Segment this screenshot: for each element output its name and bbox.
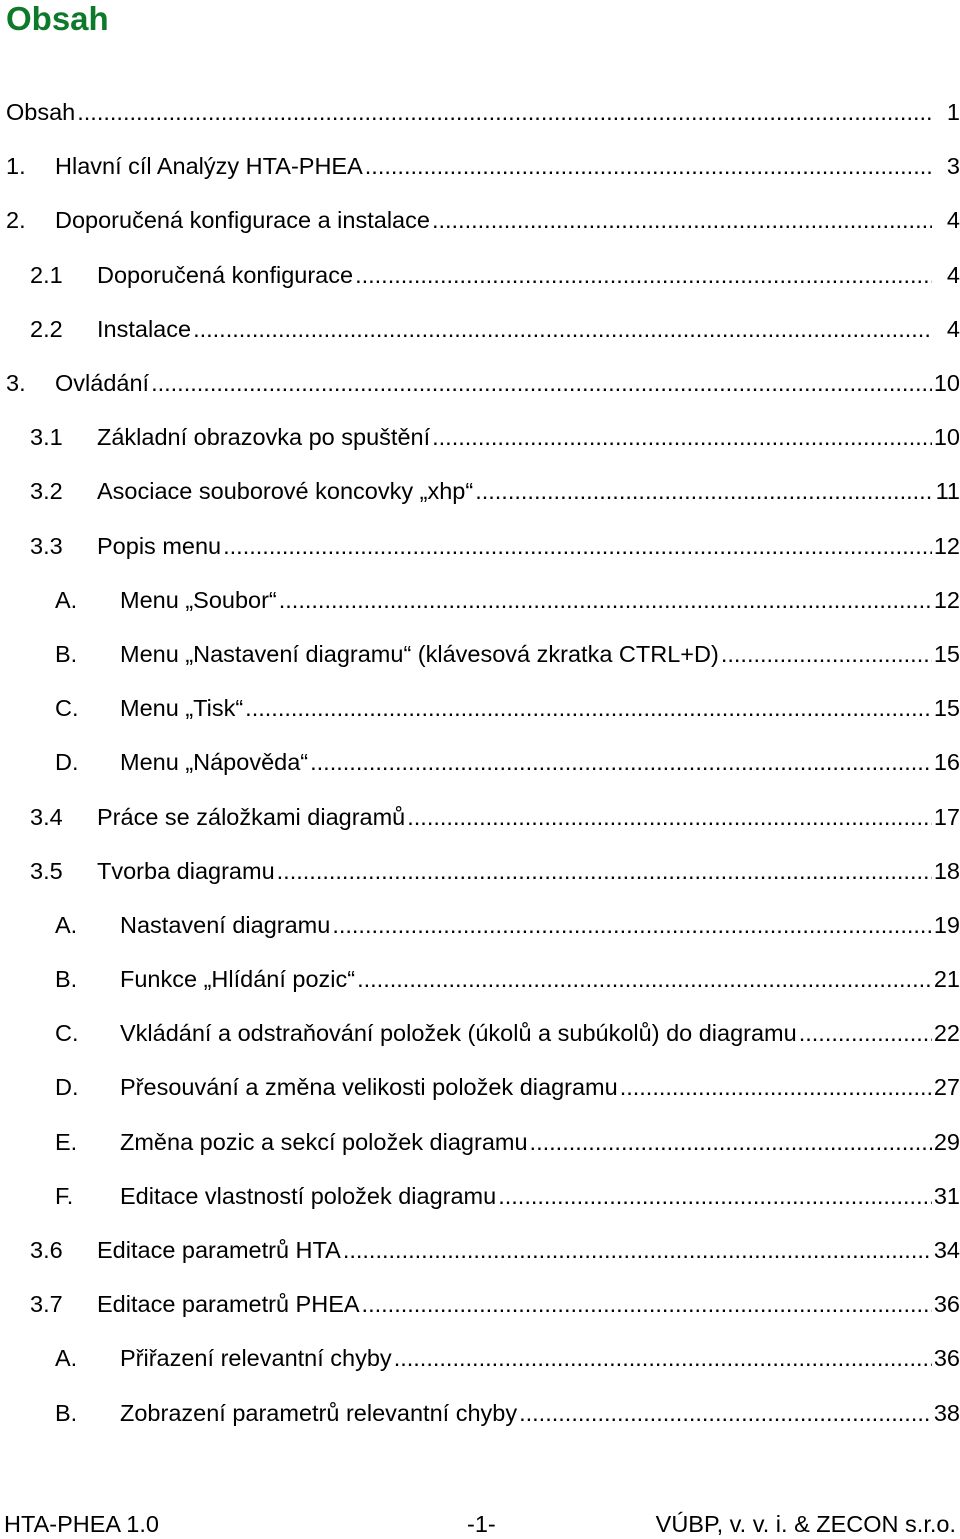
toc-entry-text xyxy=(120,1398,932,1428)
toc-entry-title[interactable]: Základní obrazovka po spuštění xyxy=(97,424,431,451)
toc-entry-number: A. xyxy=(55,911,78,938)
toc-entry-title[interactable]: Instalace xyxy=(97,315,192,342)
toc-entry-page-number[interactable]: 36 xyxy=(933,1291,960,1318)
toc-entry-page-number[interactable]: 21 xyxy=(933,966,960,993)
toc-dot-leader xyxy=(357,964,932,994)
toc-entry-page-number[interactable]: 29 xyxy=(933,1128,960,1155)
toc-entry-text xyxy=(97,802,932,832)
toc-dot-leader xyxy=(365,151,932,181)
toc-entry-number: A. xyxy=(55,1345,78,1372)
toc-entry[interactable] xyxy=(0,898,960,952)
page-title: Obsah xyxy=(6,0,109,37)
toc-entry-text xyxy=(97,1289,932,1319)
toc-entry-text xyxy=(97,314,932,344)
toc-dot-leader xyxy=(355,260,932,290)
toc-dot-leader xyxy=(407,802,932,832)
toc-entry-number: 3.4 xyxy=(30,803,63,830)
toc-entry[interactable] xyxy=(0,139,960,193)
toc-entry-title[interactable]: Asociace souborové koncovky „xhp“ xyxy=(97,478,474,505)
toc-dot-leader xyxy=(394,1343,932,1373)
toc-entry-text xyxy=(120,964,932,994)
toc-entry-text xyxy=(120,1018,932,1048)
toc-entry-title[interactable]: Vkládání a odstraňování položek (úkolů a subúkolů) do diagramu xyxy=(120,1020,797,1047)
toc-entry-title[interactable]: Hlavní cíl Analýzy HTA-PHEA xyxy=(55,153,363,180)
toc-entry[interactable] xyxy=(0,735,960,789)
toc-entry-text xyxy=(97,476,932,506)
toc-dot-leader xyxy=(620,1072,932,1102)
toc-entry-number: F. xyxy=(55,1182,74,1209)
footer-document-name: HTA-PHEA 1.0 xyxy=(4,1511,159,1537)
toc-entry-number: 1. xyxy=(6,153,26,180)
toc-entry-text xyxy=(6,97,932,127)
toc-entry[interactable] xyxy=(0,627,960,681)
toc-entry-text xyxy=(97,260,932,290)
toc-entry-page-number[interactable]: 27 xyxy=(933,1074,960,1101)
toc-dot-leader xyxy=(223,531,932,561)
toc-entry[interactable] xyxy=(0,789,960,843)
toc-entry-title[interactable]: Ovládání xyxy=(55,370,150,397)
toc-entry-title[interactable]: Nastavení diagramu xyxy=(120,911,331,938)
toc-entry-text xyxy=(97,856,932,886)
toc-entry-number: C. xyxy=(55,1020,79,1047)
toc-entry-page-number[interactable]: 3 xyxy=(946,153,960,180)
toc-entry-text xyxy=(55,368,932,398)
toc-entry[interactable] xyxy=(0,1331,960,1385)
toc-entry-number: D. xyxy=(55,749,79,776)
toc-entry-title[interactable]: Editace parametrů HTA xyxy=(97,1237,341,1264)
toc-dot-leader xyxy=(332,910,932,940)
toc-dot-leader xyxy=(530,1127,932,1157)
toc-entry-title[interactable]: Tvorba diagramu xyxy=(97,857,275,884)
toc-entry-page-number[interactable]: 16 xyxy=(933,749,960,776)
toc-entry-title[interactable]: Přesouvání a změna velikosti položek diagramu xyxy=(120,1074,618,1101)
toc-entry-title[interactable]: Editace parametrů PHEA xyxy=(97,1291,360,1318)
toc-entry-title[interactable]: Editace vlastností položek diagramu xyxy=(120,1182,497,1209)
toc-entry-page-number[interactable]: 17 xyxy=(933,803,960,830)
toc-entry-number: 3.3 xyxy=(30,532,63,559)
toc-entry-number: C. xyxy=(55,695,79,722)
toc-entry[interactable] xyxy=(0,1386,960,1440)
toc-entry[interactable] xyxy=(0,248,960,302)
toc-dot-leader xyxy=(193,314,932,344)
toc-dot-leader xyxy=(279,585,932,615)
toc-dot-leader xyxy=(362,1289,932,1319)
toc-dot-leader xyxy=(432,205,932,235)
toc-entry-page-number[interactable]: 18 xyxy=(933,857,960,884)
table-of-contents xyxy=(0,85,960,1440)
toc-entry-number: 3.5 xyxy=(30,857,63,884)
toc-entry-text xyxy=(120,585,932,615)
toc-entry-title[interactable]: Práce se záložkami diagramů xyxy=(97,803,406,830)
page-footer xyxy=(0,1510,960,1539)
toc-dot-leader xyxy=(799,1018,932,1048)
toc-entry-page-number[interactable]: 31 xyxy=(933,1182,960,1209)
toc-dot-leader xyxy=(432,422,932,452)
toc-entry-number: 2. xyxy=(6,207,26,234)
toc-entry-page-number[interactable]: 4 xyxy=(946,207,960,234)
toc-entry-page-number[interactable]: 12 xyxy=(933,532,960,559)
toc-dot-leader xyxy=(519,1398,932,1428)
toc-entry-text xyxy=(120,1127,932,1157)
toc-entry-page-number[interactable]: 15 xyxy=(933,640,960,667)
toc-entry-title[interactable]: Doporučená konfigurace a instalace xyxy=(55,207,430,234)
toc-entry-page-number[interactable]: 4 xyxy=(946,261,960,288)
toc-entry[interactable] xyxy=(0,1169,960,1223)
toc-entry-text xyxy=(120,1072,932,1102)
toc-entry[interactable] xyxy=(0,519,960,573)
toc-entry[interactable] xyxy=(0,1006,960,1060)
toc-entry-page-number[interactable]: 15 xyxy=(933,695,960,722)
toc-entry-page-number[interactable]: 1 xyxy=(946,99,960,126)
toc-entry-number: 3. xyxy=(6,370,26,397)
toc-entry-page-number[interactable]: 10 xyxy=(933,424,960,451)
toc-dot-leader xyxy=(277,856,932,886)
toc-entry-text xyxy=(55,151,932,181)
toc-entry[interactable] xyxy=(0,85,960,139)
toc-entry-number: E. xyxy=(55,1128,78,1155)
footer-page-number: -1- xyxy=(467,1511,496,1537)
toc-entry[interactable] xyxy=(0,844,960,898)
toc-entry-number: 2.1 xyxy=(30,261,63,288)
toc-entry-page-number[interactable]: 36 xyxy=(933,1345,960,1372)
toc-entry-page-number[interactable]: 19 xyxy=(933,911,960,938)
toc-entry-number: 3.1 xyxy=(30,424,63,451)
toc-entry-title[interactable]: Funkce „Hlídání pozic“ xyxy=(120,966,356,993)
toc-entry-number: D. xyxy=(55,1074,79,1101)
toc-entry-page-number[interactable]: 11 xyxy=(935,478,960,505)
toc-dot-leader xyxy=(343,1235,932,1265)
toc-entry-number: B. xyxy=(55,966,78,993)
toc-dot-leader xyxy=(721,639,932,669)
toc-entry-page-number[interactable]: 4 xyxy=(946,315,960,342)
toc-entry-number: 3.7 xyxy=(30,1291,63,1318)
toc-entry[interactable] xyxy=(0,464,960,518)
toc-entry-title[interactable]: Doporučená konfigurace xyxy=(97,261,354,288)
toc-entry[interactable] xyxy=(0,681,960,735)
toc-entry[interactable] xyxy=(0,1223,960,1277)
toc-entry-text xyxy=(120,639,932,669)
toc-entry[interactable] xyxy=(0,193,960,247)
toc-entry-number: 3.6 xyxy=(30,1237,63,1264)
toc-entry-text xyxy=(97,531,932,561)
toc-entry[interactable] xyxy=(0,573,960,627)
toc-entry-page-number[interactable]: 10 xyxy=(933,370,960,397)
toc-entry[interactable] xyxy=(0,952,960,1006)
toc-entry-page-number[interactable]: 38 xyxy=(933,1399,960,1426)
toc-entry-number: B. xyxy=(55,1399,78,1426)
toc-entry[interactable] xyxy=(0,1060,960,1114)
toc-entry-title[interactable]: Přiřazení relevantní chyby xyxy=(120,1345,392,1372)
toc-entry-title[interactable]: Menu „Nápověda“ xyxy=(120,749,309,776)
toc-entry-title[interactable]: Změna pozic a sekcí položek diagramu xyxy=(120,1128,528,1155)
toc-entry[interactable] xyxy=(0,1277,960,1331)
toc-entry-title[interactable]: Menu „Tisk“ xyxy=(120,695,244,722)
toc-entry[interactable] xyxy=(0,356,960,410)
toc-entry-text xyxy=(55,205,932,235)
toc-dot-leader xyxy=(475,476,932,506)
toc-dot-leader xyxy=(151,368,932,398)
toc-entry[interactable] xyxy=(0,410,960,464)
toc-entry-text xyxy=(120,693,932,723)
toc-entry-number: A. xyxy=(55,586,78,613)
toc-entry-number: 3.2 xyxy=(30,478,63,505)
toc-entry-text xyxy=(97,422,932,452)
toc-dot-leader xyxy=(498,1181,932,1211)
toc-entry-text xyxy=(120,1181,932,1211)
toc-entry-number: B. xyxy=(55,640,78,667)
toc-entry-text xyxy=(120,910,932,940)
toc-entry-title[interactable]: Zobrazení parametrů relevantní chyby xyxy=(120,1399,518,1426)
toc-entry[interactable] xyxy=(0,1115,960,1169)
toc-entry-page-number[interactable]: 22 xyxy=(933,1020,960,1047)
toc-entry-text xyxy=(120,747,932,777)
toc-entry-text xyxy=(120,1343,932,1373)
toc-entry-title[interactable]: Obsah xyxy=(6,99,76,126)
toc-entry-title[interactable]: Menu „Nastavení diagramu“ (klávesová zkratka CTRL+D) xyxy=(120,640,719,667)
toc-dot-leader xyxy=(77,97,932,127)
toc-entry-page-number[interactable]: 34 xyxy=(933,1237,960,1264)
toc-entry-text xyxy=(97,1235,932,1265)
toc-entry-number: 2.2 xyxy=(30,315,63,342)
toc-dot-leader xyxy=(310,747,932,777)
toc-entry-page-number[interactable]: 12 xyxy=(933,586,960,613)
toc-entry[interactable] xyxy=(0,302,960,356)
toc-entry-title[interactable]: Popis menu xyxy=(97,532,222,559)
footer-organization: VÚBP, v. v. i. & ZECON s.r.o. xyxy=(655,1511,956,1537)
toc-entry-title[interactable]: Menu „Soubor“ xyxy=(120,586,277,613)
toc-dot-leader xyxy=(245,693,932,723)
